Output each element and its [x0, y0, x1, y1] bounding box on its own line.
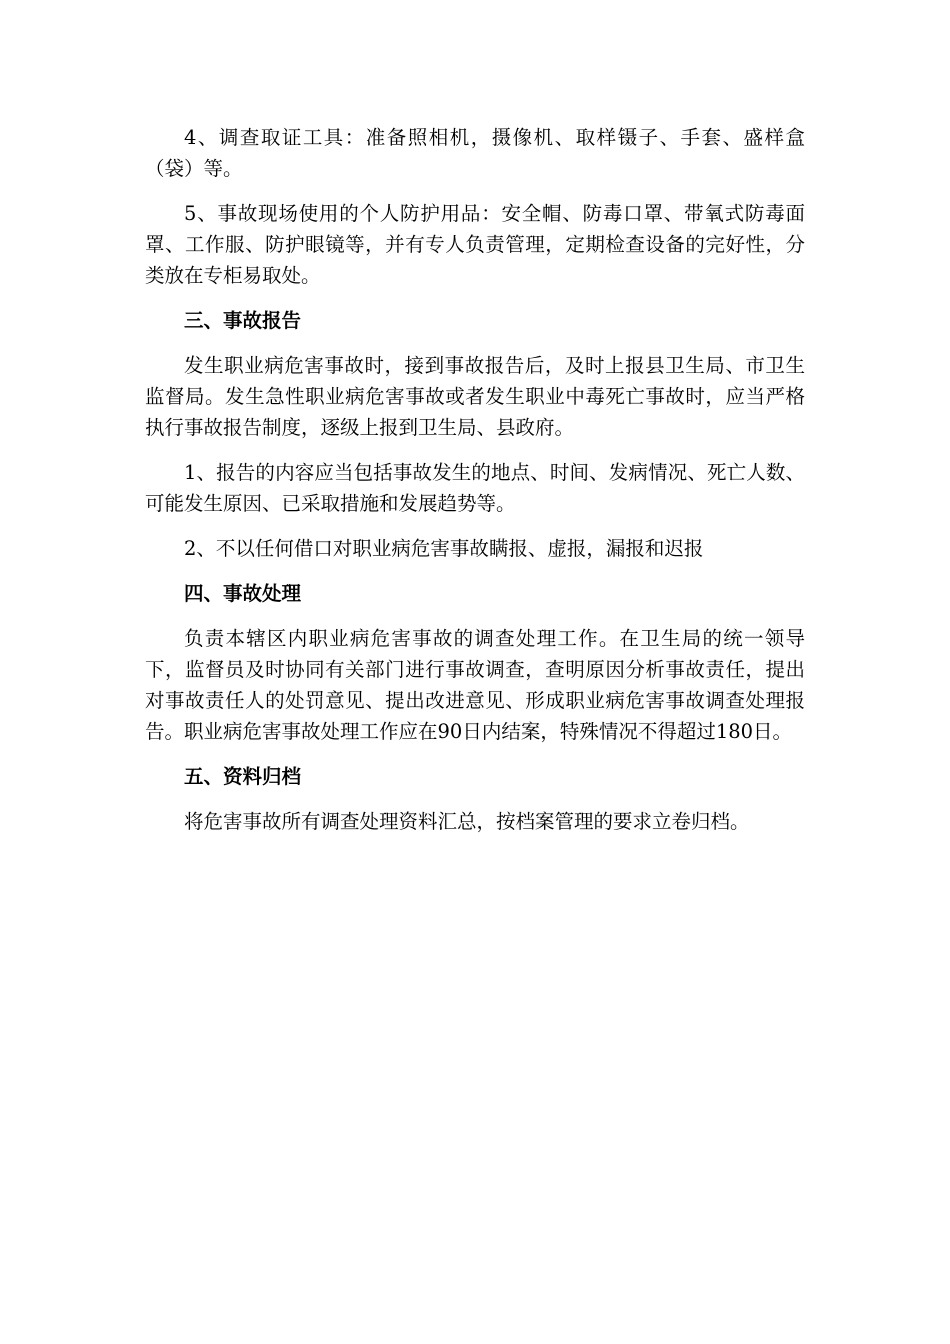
heading-archiving: 五、资料归档 — [184, 765, 302, 788]
paragraph-report-content: 1、报告的内容应当包括事故发生的地点、时间、发病情况、死亡人数、可能发生原因、已采取措施和发展趋势等。 — [145, 461, 805, 515]
spacer — [145, 336, 805, 350]
spacer — [145, 792, 805, 806]
heading-accident-report: 三、事故报告 — [184, 309, 302, 332]
paragraph-protective-equipment: 5、事故现场使用的个人防护用品：安全帽、防毒口罩、带氧式防毒面罩、工作服、防护眼镜等，并有专人负责管理，定期检查设备的完好性，分类放在专柜易取处。 — [145, 202, 805, 287]
paragraph-report-procedure: 发生职业病危害事故时，接到事故报告后，及时上报县卫生局、市卫生监督局。发生急性职业病危害事故或者发生职业中毒死亡事故时，应当严格执行事故报告制度，逐级上报到卫生局、县政府。 — [145, 354, 805, 439]
spacer — [145, 291, 805, 305]
spacer — [145, 609, 805, 623]
paragraph-tools: 4、调查取证工具：准备照相机，摄像机、取样镊子、手套、盛样盒（袋）等。 — [145, 126, 805, 180]
spacer — [145, 747, 805, 761]
paragraph-no-concealment: 2、不以任何借口对职业病危害事故瞒报、虚报，漏报和迟报 — [184, 537, 704, 560]
spacer — [145, 184, 805, 198]
spacer — [145, 564, 805, 578]
paragraph-archiving: 将危害事故所有调查处理资料汇总，按档案管理的要求立卷归档。 — [184, 810, 750, 833]
spacer — [145, 519, 805, 533]
paragraph-handling-procedure: 负责本辖区内职业病危害事故的调查处理工作。在卫生局的统一领导下，监督员及时协同有关部门进行事故调查，查明原因分析事故责任，提出对事故责任人的处罚意见、提出改进意见、形成职业病危害事故调查处理报告。职业病危害事故处理工作应在90日内结案，特殊情况不得超过180日。 — [145, 627, 805, 743]
document-page — [145, 122, 805, 837]
spacer — [145, 443, 805, 457]
heading-accident-handling: 四、事故处理 — [184, 582, 302, 605]
